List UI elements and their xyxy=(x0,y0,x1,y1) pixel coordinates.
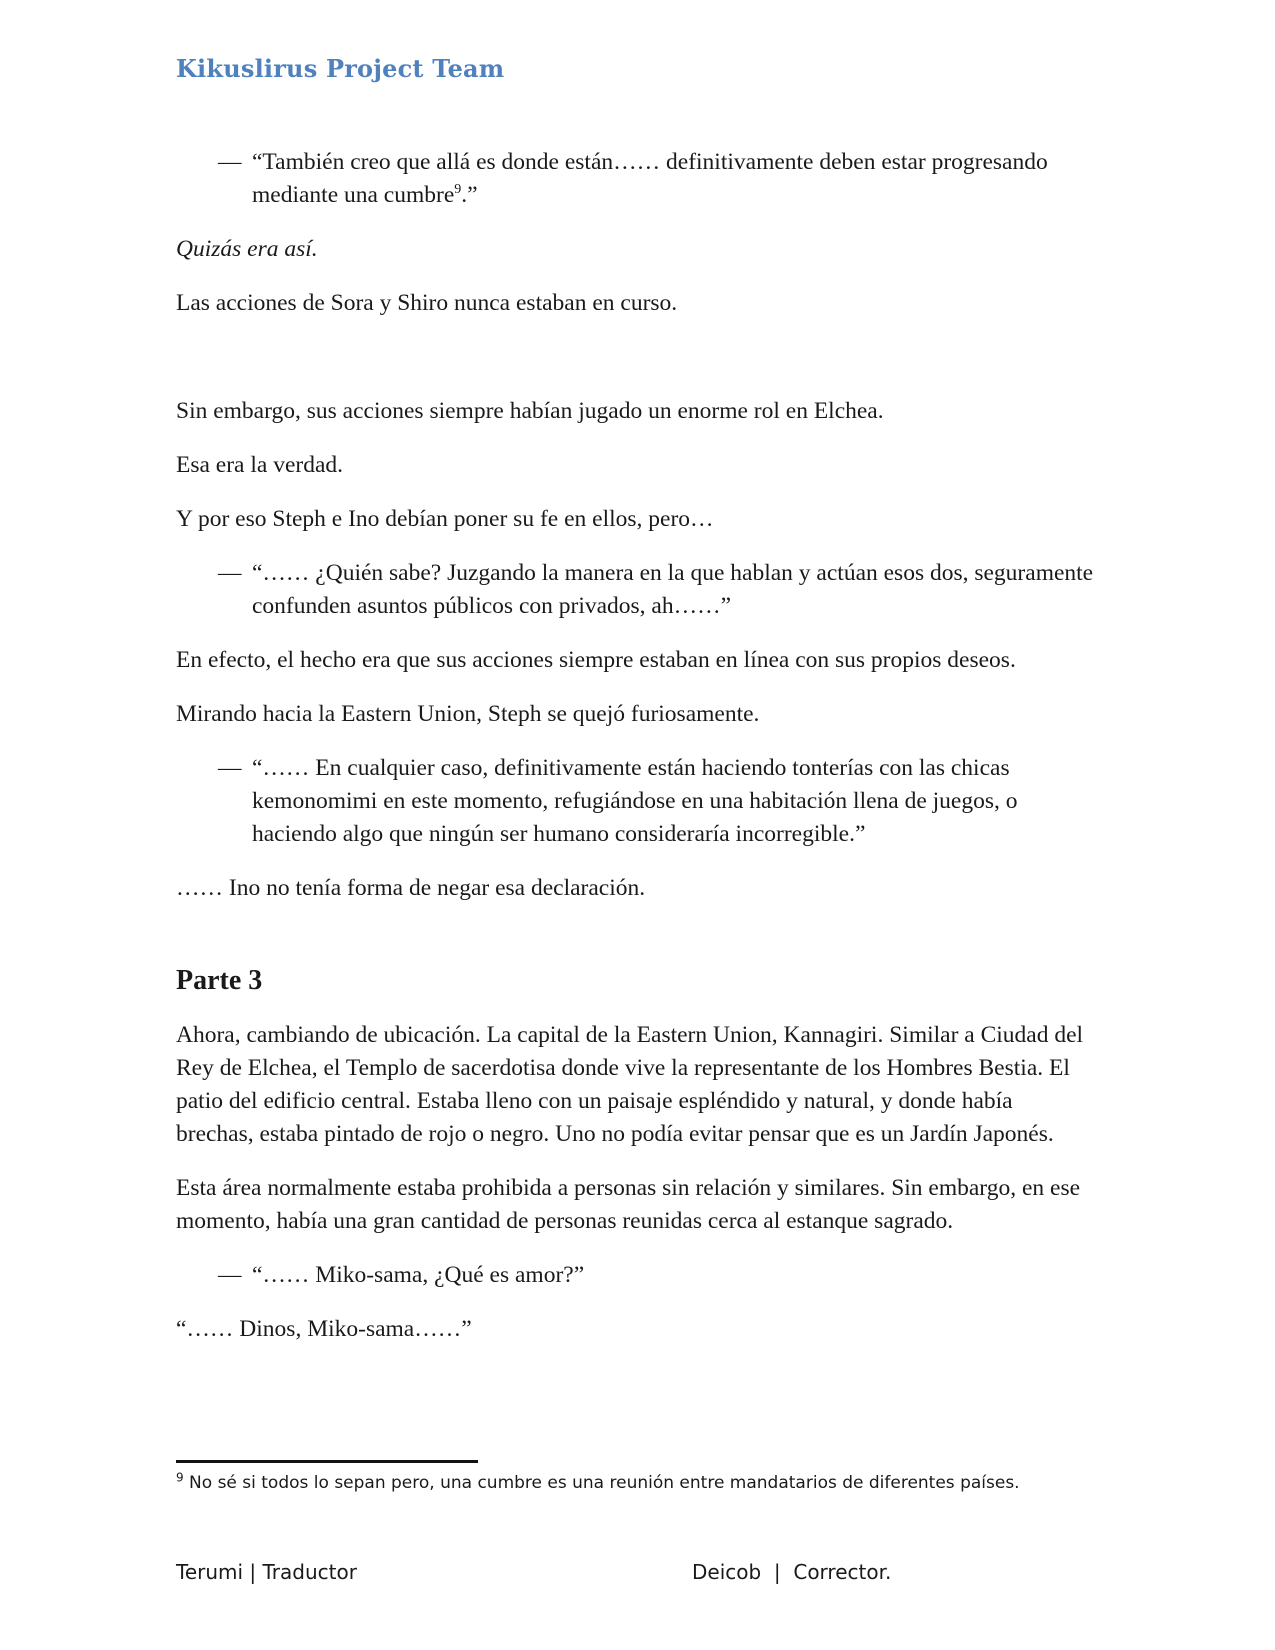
dialogue-dash: — xyxy=(218,755,242,781)
dialogue-line-1 xyxy=(176,146,1096,212)
dialogue-dash: — xyxy=(218,560,242,586)
paragraph: Esa era la verdad. xyxy=(176,452,344,478)
footnote-number: 9 xyxy=(176,1470,184,1485)
dialogue-line-4 xyxy=(176,1259,1096,1292)
footnote xyxy=(176,1470,1020,1493)
footnote-text: No sé si todos lo sepan pero, una cumbre es una reunión entre mandatarios de diferentes países. xyxy=(183,1473,1020,1493)
paragraph: Mirando hacia la Eastern Union, Steph se quejó furiosamente. xyxy=(176,701,760,727)
document-body xyxy=(176,146,1096,1367)
paragraph: En efecto, el hecho era que sus acciones siempre estaban en línea con sus propios deseos. xyxy=(176,647,1016,673)
paragraph: Y por eso Steph e Ino debían poner su fe en ellos, pero… xyxy=(176,506,714,532)
section-heading: Parte 3 xyxy=(176,965,263,996)
footer-translator: Terumi | Traductor xyxy=(176,1560,357,1584)
footnote-reference[interactable]: 9 xyxy=(454,182,462,198)
dialogue-text: “…… ¿Quién sabe? Juzgando la manera en la que hablan y actúan esos dos, seguramente confunden asuntos públicos con privados, ah……” xyxy=(252,560,1094,619)
dialogue-line-3 xyxy=(176,752,1096,851)
dialogue-text-tail: .” xyxy=(461,182,478,208)
dialogue-dash: — xyxy=(218,1262,242,1288)
paragraph: Ahora, cambiando de ubicación. La capital de la Eastern Union, Kannagiri. Similar a Ciudad del Rey de Elchea, el Templo de sacerdotisa donde vive la representante de los Hombres Bestia. El patio del edificio central. Estaba lleno con un paisaje espléndido y natural, y donde había brechas, estaba pintado de rojo o negro. Uno no podía evitar pensar que es un Jardín Japonés. xyxy=(176,1022,1084,1147)
paragraph: Esta área normalmente estaba prohibida a personas sin relación y similares. Sin embargo, en ese momento, había una gran cantidad de personas reunidas cerca al estanque sagrado. xyxy=(176,1175,1081,1234)
dialogue-text: “También creo que allá es donde están…… definitivamente deben estar progresando mediante una cumbre xyxy=(252,149,1048,208)
dialogue-line-2 xyxy=(176,557,1096,623)
paragraph: …… Ino no tenía forma de negar esa declaración. xyxy=(176,875,646,901)
dialogue-dash: — xyxy=(218,149,242,175)
paragraph: “…… Dinos, Miko-sama……” xyxy=(176,1316,472,1342)
dialogue-text: “…… En cualquier caso, definitivamente están haciendo tonterías con las chicas kemonomimi en este momento, refugiándose en una habitación llena de juegos, o haciendo algo que ningún ser humano consideraría incorregible.” xyxy=(252,755,1018,847)
paragraph: Las acciones de Sora y Shiro nunca estaban en curso. xyxy=(176,290,678,316)
paragraph: Sin embargo, sus acciones siempre habían jugado un enorme rol en Elchea. xyxy=(176,398,884,424)
footnote-separator xyxy=(176,1460,478,1463)
footer-corrector: Deicob | Corrector. xyxy=(692,1560,892,1584)
dialogue-text: “…… Miko-sama, ¿Qué es amor?” xyxy=(252,1262,585,1288)
document-header-title: Kikuslirus Project Team xyxy=(176,54,505,83)
paragraph: Quizás era así. xyxy=(176,236,318,262)
